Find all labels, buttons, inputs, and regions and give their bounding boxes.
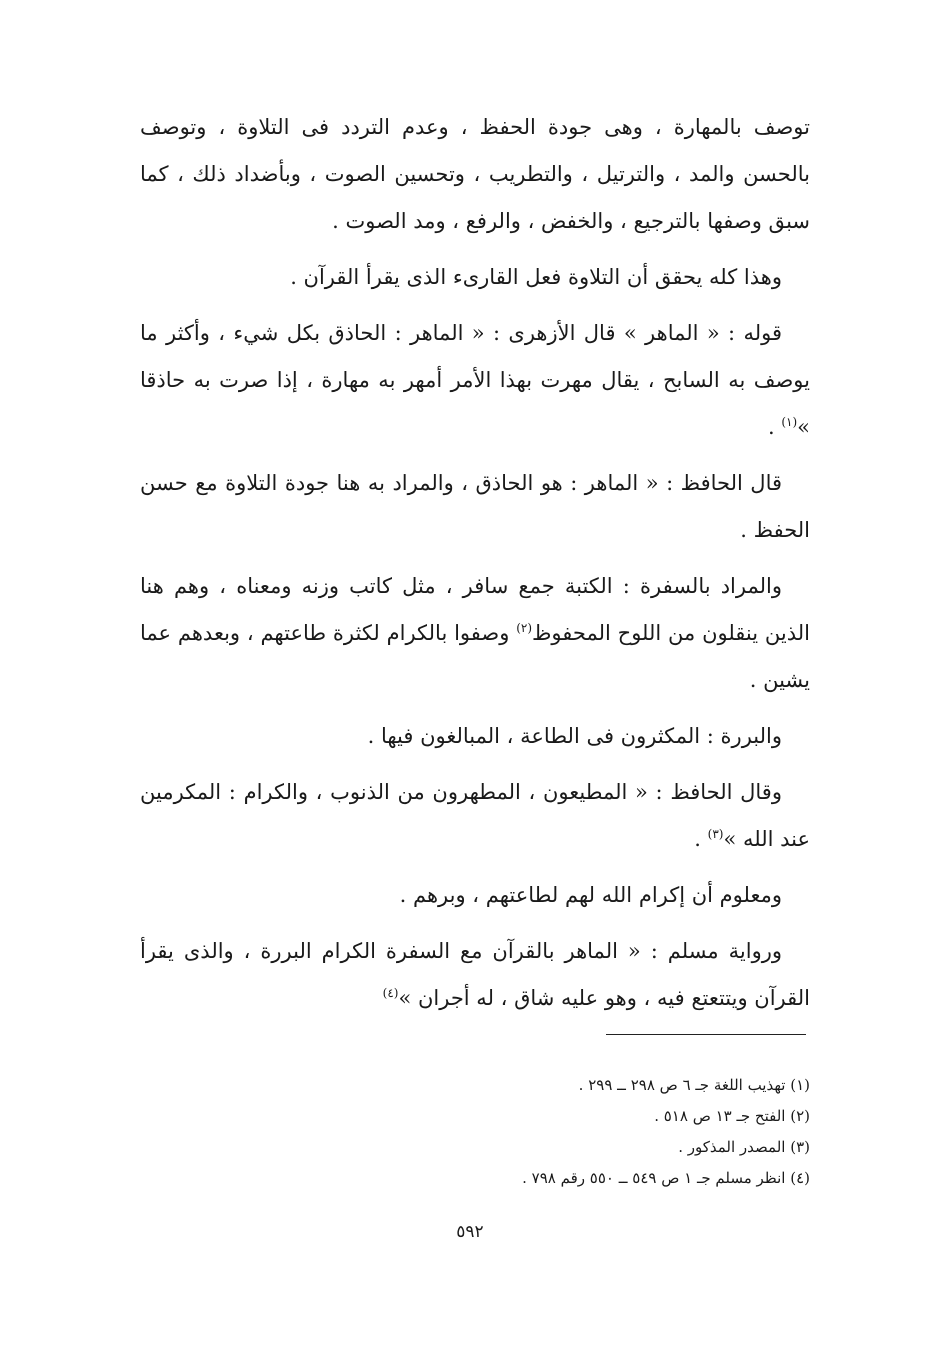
paragraph-3-tail: . <box>767 415 782 439</box>
paragraph-6 <box>140 713 810 760</box>
paragraph-9-text: ورواية مسلم : « الماهر بالقرآن مع السفرة الكرام البررة ، والذى يقرأ القرآن ويتتعتع فيه ، وهو عليه شاق ، له أجران » <box>140 939 810 1010</box>
paragraph-7-text: وقال الحافظ : « المطيعون ، المطهرون من الذنوب ، والكرام : المكرمين عند الله » <box>140 780 810 851</box>
paragraph-2-text: وهذا كله يحقق أن التلاوة فعل القارىء الذى يقرأ القرآن . <box>290 265 782 289</box>
footnote-2: (٢) الفتح جـ ١٣ ص ٥١٨ . <box>654 1107 810 1125</box>
paragraph-2 <box>140 254 810 301</box>
footnote-marker-4[interactable]: (٤) <box>382 986 399 1000</box>
paragraph-8 <box>140 872 810 919</box>
paragraph-4 <box>140 460 810 554</box>
footnote-4: (٤) انظر مسلم جـ ١ ص ٥٤٩ ــ ٥٥٠ رقم ٧٩٨ . <box>522 1169 810 1187</box>
main-text <box>140 104 810 1031</box>
footnote-1: (١) تهذيب اللغة جـ ٦ ص ٢٩٨ ــ ٢٩٩ . <box>578 1076 810 1094</box>
footnote-marker-3[interactable]: (٣) <box>707 827 724 841</box>
paragraph-1 <box>140 104 810 245</box>
paragraph-8-text: ومعلوم أن إكرام الله لهم لطاعتهم ، وبرهم . <box>399 883 782 907</box>
footnote-3: (٣) المصدر المذكور . <box>678 1138 810 1156</box>
footnote-marker-2[interactable]: (٢) <box>516 621 533 635</box>
paragraph-5-tail: وصفوا بالكرام لكثرة طاعتهم ، وبعدهم عما يشين . <box>140 621 810 692</box>
paragraph-3-text: قوله : « الماهر » قال الأزهرى : « الماهر : الحاذق بكل شيء ، وأكثر ما يوصف به السابح ، يقال مهرت بهذا الأمر أمهر به مهارة ، إذا صرت به حاذقا » <box>140 321 810 439</box>
paragraph-4-text: قال الحافظ : « الماهر : هو الحاذق ، والمراد به هنا جودة التلاوة مع حسن الحفظ . <box>140 471 810 542</box>
page-number: ٥٩٢ <box>456 1222 484 1242</box>
footnotes-section <box>400 1070 810 1194</box>
paragraph-3 <box>140 310 810 451</box>
paragraph-7-tail: . <box>694 827 708 851</box>
paragraph-9 <box>140 928 810 1022</box>
paragraph-5-text: والمراد بالسفرة : الكتبة جمع سافر ، مثل كاتب وزنه ومعناه ، وهم هنا الذين ينقلون من اللوح المحفوظ <box>140 574 810 645</box>
footnote-marker-1[interactable]: (١) <box>781 415 798 429</box>
paragraph-5 <box>140 563 810 704</box>
footnote-divider <box>606 1034 806 1035</box>
paragraph-1-text: توصف بالمهارة ، وهى جودة الحفظ ، وعدم التردد فى التلاوة ، وتوصف بالحسن والمد ، والترتيل ، والتطريب ، وتحسين الصوت ، وبأضداد ذلك ، كما سبق وصفها بالترجيع ، والخفض ، والرفع ، ومد الصوت . <box>140 115 810 233</box>
paragraph-7 <box>140 769 810 863</box>
paragraph-6-text: والبررة : المكثرون فى الطاعة ، المبالغون فيها . <box>367 724 782 748</box>
